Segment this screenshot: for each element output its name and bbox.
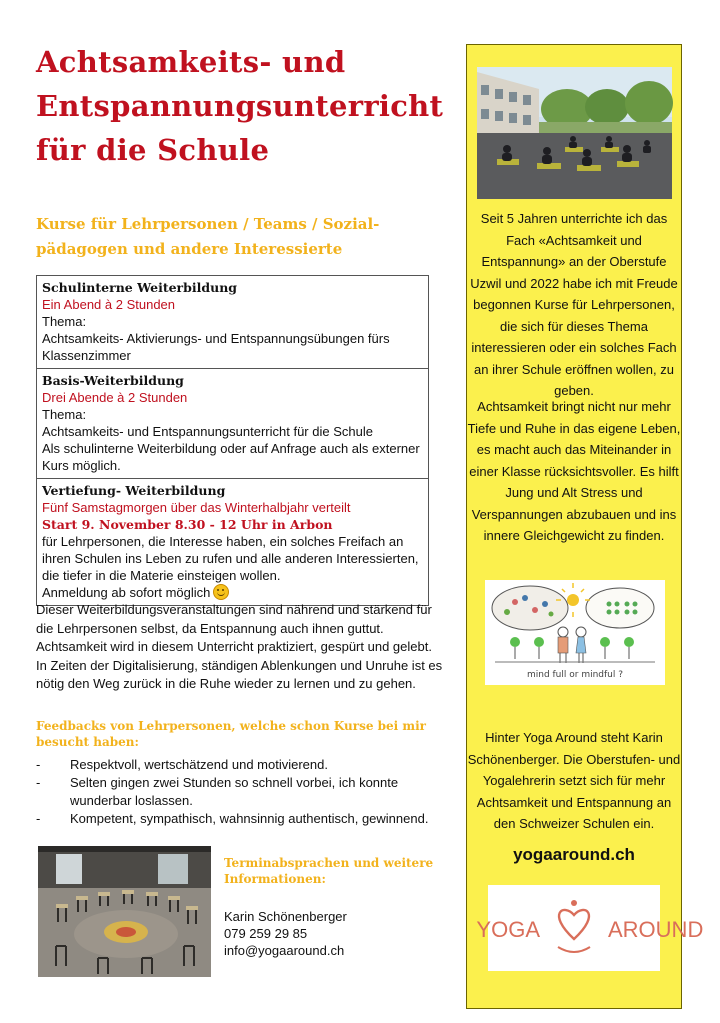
mindful-caption: mind full or mindful ? [526,670,624,680]
course-signup [42,584,423,601]
sidebar-mindfulness: Achtsamkeit bringt nicht nur mehr Tiefe und Ruhe in das eigene Leben, es macht auch das Miteinander in einer Klasse rücksichtsvoller. Es hilft Jung und Alt Stress und Verspannungen abzubauen und ins innere Gleichgewicht zu finden. [467,399,681,543]
logo-graphic [476,885,704,971]
course-schedule: Fünf Samstagmorgen über das Winterhalbjahr verteilt [42,500,351,515]
course-cell [37,369,429,479]
course-title: Basis-Weiterbildung [42,373,184,388]
course-cell [37,276,429,369]
course-theme-label: Thema: [42,407,87,422]
contact-heading: Terminabsprachen und weitere Informationen: [224,856,434,886]
course-row [37,369,429,479]
subtitle-line: Kurse für Lehrpersonen / Teams / Sozial- [36,215,380,233]
course-text: Achtsamkeits- und Entspannungsunterricht für die Schule [42,424,373,439]
title-line: Achtsamkeits- und [36,45,346,79]
feedback-list [36,756,451,828]
course-text: Achtsamkeits- Aktivierungs- und Entspannungsübungen fürs Klassenzimmer [42,331,390,363]
course-table [36,275,429,606]
course-row [37,479,429,606]
intro-paragraph: Dieser Weiterbildungsveranstaltungen sind nährend und stärkend für die Lehrpersonen selbst, da Entspannung auch ihnen guttut. Achtsamkeit wird in diesem Unterricht praktiziert, gespürt und gelebt. In Zeiten der Digitalisierung, ständigen Ablenkungen und Unruhe ist es nötig den Weg zurück in die Ruhe wieder zu lernen und zu gehen. [36,602,443,691]
subtitle [36,212,446,262]
website-link[interactable]: yogaaround.ch [513,845,635,864]
mindful-drawing [485,580,665,685]
contact-block [224,908,347,959]
yoga-around-logo [476,885,704,971]
sidebar-about: Hinter Yoga Around steht Karin Schönenberger. Die Oberstufen- und Yogalehrerin setzt sich für mehr Achtsamkeit und Entspannung an den Schweizer Schulen ein. [467,730,681,831]
info-sidebar [466,44,704,1009]
logo-text-left: YOGA [476,917,540,942]
course-title: Vertiefung- Weiterbildung [42,483,226,498]
contact-email[interactable]: info@yogaaround.ch [224,943,345,958]
contact-phone[interactable]: 079 259 29 85 [224,926,308,941]
feedback-heading: Feedbacks von Lehrpersonen, welche schon Kurse bei mir besucht haben: [36,719,426,749]
subtitle-line: pädagogen und andere Interessierte [36,240,343,258]
course-cell [37,479,429,606]
course-row [37,276,429,369]
smiley-icon [213,584,229,600]
course-text: Als schulinterne Weiterbildung oder auf Anfrage auch als externer Kurs möglich. [42,441,420,473]
course-text: für Lehrpersonen, die Interesse haben, ein solches Freifach an ihren Schulen ins Leben zu rufen und alle anderen Interessierten, die tiefer in die Materie einsteigen wollen. [42,534,419,583]
title-line: für die Schule [36,133,270,167]
feedback-item: - Respektvoll, wertschätzend und motivierend. [36,756,451,774]
contact-name: Karin Schönenberger [224,909,347,924]
course-theme-label: Thema: [42,314,87,329]
logo-text-right: AROUND [608,917,704,942]
feedback-item: - Selten gingen zwei Stunden so schnell vorbei, ich konnte wunderbar loslassen. [36,774,451,810]
course-title: Schulinterne Weiterbildung [42,280,238,295]
classroom-circle-photo [38,846,211,977]
mindful-illustration [485,580,665,685]
title-line: Entspannungsunterricht [36,89,444,123]
sidebar-intro: Seit 5 Jahren unterrichte ich das Fach «Achtsamkeit und Entspannung» an der Oberstufe Uzwil und 2022 habe ich mit Freude begonnen Kurse für Lehrpersonen, die sich für dieses Thema interessieren oder ein solches Fach an ihrer Schule eröffnen wollen, zu geben. [470,211,678,398]
schoolyard-meditation-photo [477,67,672,199]
signup-text: Anmeldung ab sofort möglich [42,585,211,600]
course-schedule: Ein Abend à 2 Stunden [42,297,176,312]
page-title [36,40,456,172]
course-schedule: Drei Abende à 2 Stunden [42,390,188,405]
feedback-item: - Kompetent, sympathisch, wahnsinnig authentisch, gewinnend. [36,810,451,828]
course-start: Start 9. November 8.30 - 12 Uhr in Arbon [42,517,333,532]
heart-icon [559,910,589,939]
